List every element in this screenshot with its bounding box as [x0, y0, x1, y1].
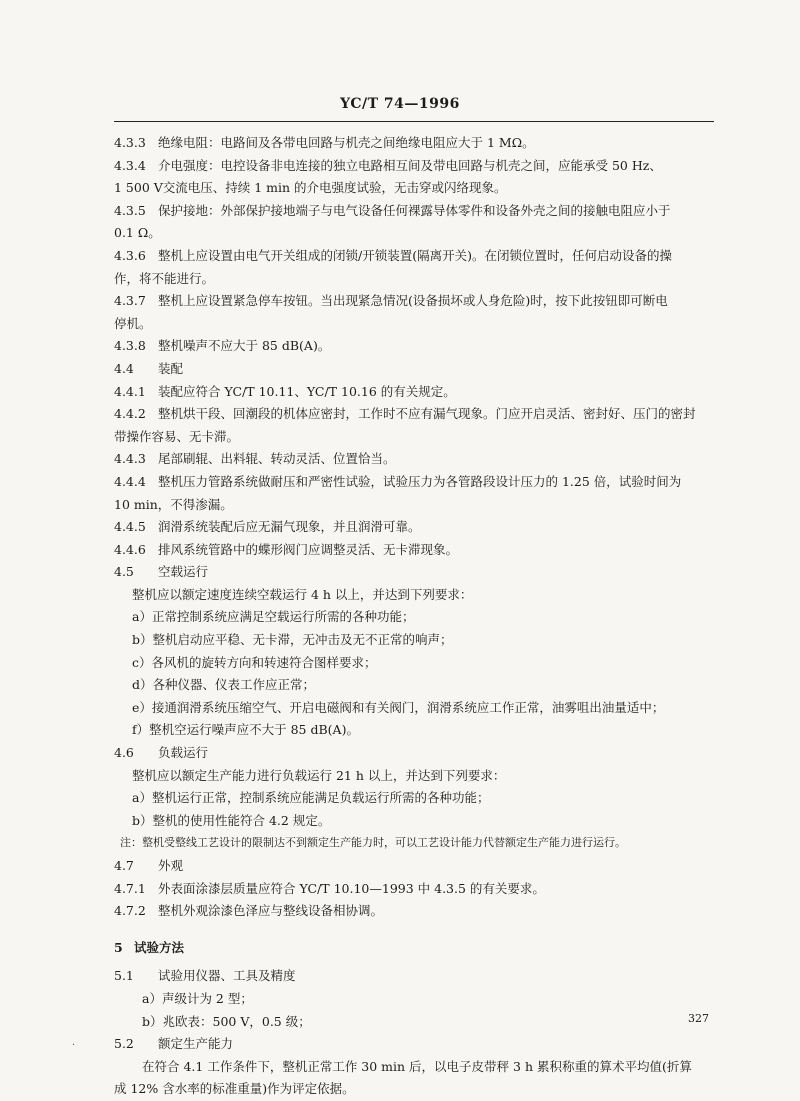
clause-text: b）兆欧表：500 V，0.5 级；: [142, 1013, 311, 1029]
clause-text: 整机烘干段、回潮段的机体应密封，工作时不应有漏气现象。门应开启灵活、密封好、压门的密封: [158, 406, 696, 422]
clause-text: 作，将不能进行。: [114, 270, 215, 286]
text-line: [114, 878, 716, 901]
clause-text: 10 min，不得渗漏。: [114, 496, 233, 512]
clause-text: 试验用仪器、工具及精度: [158, 968, 296, 984]
text-line: [114, 448, 716, 471]
clause-number: 4.4.1: [114, 383, 146, 399]
text-line: [114, 403, 716, 426]
clause-number: 4.3.6: [114, 247, 146, 263]
clause-number: 4.4.2: [114, 406, 146, 422]
clause-number: 4.3.4: [114, 157, 146, 173]
clause-text: 负载运行: [158, 745, 209, 761]
clause-number: 4.4.3: [114, 451, 146, 467]
clause-text: 润滑系统装配后应无漏气现象，并且润滑可靠。: [158, 519, 421, 535]
text-line: [114, 1033, 716, 1056]
clause-text: 装配: [158, 360, 184, 376]
text-line: [114, 132, 716, 155]
text-line: [114, 561, 716, 584]
clause-text: 整机噪声不应大于 85 dB(A)。: [158, 338, 331, 354]
text-line: [114, 200, 716, 223]
text-line: [114, 222, 716, 245]
clause-text: 整机外观涂漆色泽应与整线设备相协调。: [158, 903, 384, 919]
clause-number: 4.7.1: [114, 880, 146, 896]
text-line: [114, 426, 716, 449]
clause-text: 绝缘电阻：电路间及各带电回路与机壳之间绝缘电阻应大于 1 MΩ。: [158, 135, 535, 150]
text-line: [114, 832, 716, 855]
clause-text: 额定生产能力: [158, 1036, 234, 1052]
text-line: [114, 381, 716, 404]
clause-text: 整机上应设置由电气开关组成的闭锁/开锁装置(隔离开关)。在闭锁位置时，任何启动设备的操: [158, 247, 672, 263]
clause-text: c）各风机的旋转方向和转速符合图样要求；: [132, 654, 377, 670]
text-line: [114, 1011, 716, 1034]
clause-text: 排风系统管路中的蝶形阀门应调整灵活、无卡滞现象。: [158, 541, 459, 557]
section-title: 试验方法: [134, 939, 185, 955]
text-line: [114, 177, 716, 200]
clause-number: 4.6: [114, 745, 134, 761]
clause-number: 4.3.5: [114, 202, 146, 218]
page-number: 327: [688, 1012, 709, 1025]
clause-text: 空载运行: [158, 564, 209, 580]
clause-text: 介电强度：电控设备非电连接的独立电路相互间及带电回路与机壳之间，应能承受 50 Hz、: [158, 157, 662, 173]
header-rule: [114, 121, 714, 122]
clause-number: 4.3.8: [114, 338, 146, 354]
clause-number: 5.1: [114, 968, 134, 984]
clause-text: 整机上应设置紧急停车按钮。当出现紧急情况(设备损坏或人身危险)时，按下此按钮即可断电: [158, 293, 668, 309]
margin-mark: ·: [72, 1040, 76, 1051]
clause-text: a）声级计为 2 型；: [142, 990, 253, 1006]
clause-text: a）整机运行正常，控制系统应能满足负载运行所需的各种功能；: [132, 790, 490, 806]
clause-text: b）整机启动应平稳、无卡滞，无冲击及无不正常的响声；: [132, 632, 453, 648]
clause-text: 1 500 V交流电压、持续 1 min 的介电强度试验，无击穿或闪络现象。: [114, 180, 507, 196]
clause-text: 停机。: [114, 315, 152, 331]
clause-text: 注：整机受整线工艺设计的限制达不到额定生产能力时，可以工艺设计能力代替额定生产能力进行运行。: [120, 836, 626, 850]
text-line: [114, 606, 716, 629]
text-line: [114, 765, 716, 788]
clause-text: 整机应以额定速度连续空载运行 4 h 以上，并达到下列要求：: [132, 586, 473, 602]
clause-text: 0.1 Ω。: [114, 225, 161, 241]
clause-text: 外表面涂漆层质量应符合 YC/T 10.10—1993 中 4.3.5 的有关要求。: [158, 880, 545, 896]
section-heading: [114, 937, 716, 960]
clause-number: 4.4.4: [114, 473, 146, 489]
text-line: [114, 584, 716, 607]
text-line: [114, 245, 716, 268]
clause-text: d）各种仪器、仪表工作应正常；: [132, 677, 316, 693]
clause-text: b）整机的使用性能符合 4.2 规定。: [132, 812, 331, 828]
document-body: [114, 132, 716, 1101]
text-line: [114, 988, 716, 1011]
text-line: [114, 313, 716, 336]
text-line: [114, 787, 716, 810]
clause-text: 尾部刷辊、出料辊、转动灵活、位置恰当。: [158, 451, 396, 467]
text-line: [114, 900, 716, 923]
clause-text: e）接通润滑系统压缩空气、开启电磁阀和有关阀门，润滑系统应工作正常，油雾咀出油量适中；: [132, 699, 665, 715]
text-line: [114, 652, 716, 675]
clause-list-section-4: [114, 132, 716, 923]
text-line: [114, 516, 716, 539]
clause-text: 保护接地：外部保护接地端子与电气设备任何裸露导体零件和设备外壳之间的接触电阻应小于: [158, 202, 671, 218]
clause-text: a）正常控制系统应满足空载运行所需的各种功能；: [132, 609, 415, 625]
text-line: [114, 539, 716, 562]
clause-text: 整机压力管路系统做耐压和严密性试验，试验压力为各管路段设计压力的 1.25 倍，试验时间为: [158, 473, 682, 489]
clause-number: 4.4.6: [114, 541, 146, 557]
text-line: [114, 697, 716, 720]
clause-number: 4.7: [114, 858, 134, 873]
text-line: [114, 1056, 716, 1079]
clause-number: 5.2: [114, 1036, 134, 1052]
text-line: [114, 471, 716, 494]
clause-text: 带操作容易、无卡滞。: [114, 428, 240, 444]
text-line: [114, 494, 716, 517]
text-line: [114, 155, 716, 178]
clause-text: 成 12% 含水率的标准重量)作为评定依据。: [114, 1081, 355, 1097]
text-line: [114, 629, 716, 652]
text-line: [114, 358, 716, 381]
text-line: [114, 290, 716, 313]
text-line: [114, 965, 716, 988]
clause-number: 4.4.5: [114, 519, 146, 535]
clause-number: 4.3.3: [114, 135, 146, 150]
clause-text: 装配应符合 YC/T 10.11、YC/T 10.16 的有关规定。: [158, 383, 456, 399]
clause-number: 4.3.7: [114, 293, 146, 309]
section-number: 5: [114, 939, 123, 955]
clause-list-section-5: [114, 965, 716, 1101]
clause-number: 4.5: [114, 564, 134, 580]
clause-text: 外观: [158, 858, 184, 873]
clause-text: 在符合 4.1 工作条件下，整机正常工作 30 min 后，以电子皮带秤 3 h 累积称重的算术平均值(折算: [142, 1058, 692, 1074]
clause-number: 4.4: [114, 360, 134, 376]
standard-code-header: YC/T 74—1996: [340, 96, 460, 112]
clause-text: f）整机空运行噪声应不大于 85 dB(A)。: [132, 722, 359, 738]
text-line: [114, 268, 716, 291]
text-line: [114, 742, 716, 765]
clause-number: 4.7.2: [114, 903, 146, 919]
text-line: [114, 719, 716, 742]
text-line: [114, 810, 716, 833]
text-line: [114, 674, 716, 697]
text-line: [114, 855, 716, 878]
text-line: [114, 335, 716, 358]
clause-text: 整机应以额定生产能力进行负载运行 21 h 以上，并达到下列要求：: [132, 767, 506, 783]
